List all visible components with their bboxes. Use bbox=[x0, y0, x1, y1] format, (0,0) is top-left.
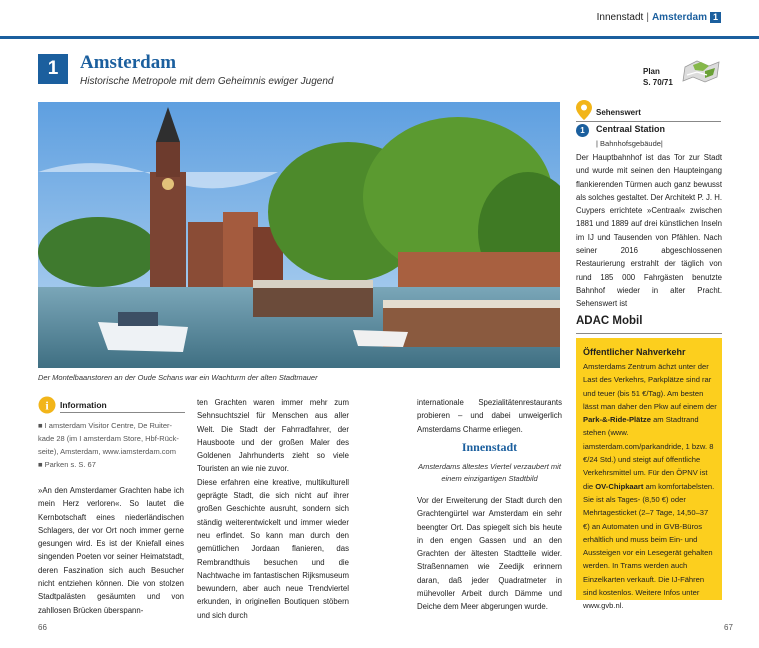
header-rule bbox=[0, 36, 759, 39]
sight-description: Der Hauptbahnhof ist das Tor zur Stadt und wurde mit seinen den Haupteingang flankierenden Türmen auch ganz bewusst als solches gestaltet. Der Architekt P. J. H. Cuypers errichtete »Centraal« zwischen 1881 und 1889 auf drei künstlichen Inseln im IJ und Tausenden von Pfählen. Nach seiner 2016 abgeschlossenen Restaurierung erstrahlt der täglich von rund 185 000 Fahrgästen benutzte Bahnhof wieder in alter Pracht. Sehenswert ist bbox=[576, 153, 722, 309]
adac-box-heading: Öffentlicher Nahverkehr bbox=[583, 347, 686, 357]
plan-label: Plan bbox=[643, 67, 660, 76]
plan-pages: S. 70/71 bbox=[643, 78, 673, 87]
adac-mobil-title: ADAC Mobil bbox=[576, 315, 643, 327]
sight-subtitle: | Bahnhofsgebäude| bbox=[596, 139, 663, 148]
information-heading: Information bbox=[60, 400, 107, 410]
plan-reference[interactable] bbox=[643, 66, 673, 88]
chapter-subtitle: Historische Metropole mit dem Geheimnis ewiger Jugend bbox=[80, 76, 334, 87]
body-paragraph: »An den Amsterdamer Grachten habe ich mein Herz verloren«. So lautet die Kernbotschaft eines niederländischen Schlagers, der vor Ort noch immer gerne gesungen wird. Es ist der Kniefall eines singenden Poeten vor seiner Heimatstadt, deren Faszination sich auch Besucher nicht entziehen können. Die von stolzen Stadtpalästen gesäumten und von zahllosen Brücken überspann- bbox=[38, 486, 184, 615]
page-number-left: 66 bbox=[38, 623, 47, 632]
info-line: seite), Amsterdam, www.iamsterdam.com bbox=[38, 447, 176, 456]
running-head-separator: | bbox=[646, 12, 649, 23]
running-head bbox=[597, 12, 721, 23]
info-icon bbox=[38, 396, 56, 414]
running-head-section: Innenstadt bbox=[596, 12, 644, 23]
adac-box-text bbox=[583, 360, 717, 613]
information-rule bbox=[60, 412, 185, 413]
map-icon bbox=[681, 57, 721, 85]
body-paragraph: Diese erfahren eine kreative, multikulturell geprägte Stadt, die sich nicht auf ihrer großen Geschichte ausruht, sondern sich ständig weiterentwickelt und immer wieder neu erfindet. So kann man durch den gemütlichen Jordaan flanieren, das Rembrandthuis besuchen und die Nachtwache im fantastischen Rijksmuseum bewundern, aber auch neue Trendviertel erkunden, in originellen Boutiquen stöbern und sich durch bbox=[197, 477, 349, 620]
location-pin-icon bbox=[576, 100, 592, 120]
sight-number-badge: 1 bbox=[576, 124, 589, 137]
running-head-number: 1 bbox=[710, 12, 721, 23]
svg-text:i: i bbox=[45, 398, 49, 413]
adac-text-part: Amsterdams Zentrum ächzt unter der Last des Verkehrs, Parkplätze sind rar und teuer (bis 51 €/Tag). Am besten lässt man daher den Pkw auf einem der bbox=[583, 362, 717, 411]
adac-text-part: am komfortabelsten. Sie ist als Tages- (8,50 €) oder Mehrtagesticket (2–7 Tage, 14,50–37 €) an Automaten und in GVB-Büros erhältlich und muss beim Ein- und Aussteigen vor ein Lesegerät gehalten werden. In Trams werden auch Einzelkarten verkauft. Die IJ-Fähren sind kostenlos. Weitere Infos unter www.gvb.nl. bbox=[583, 481, 715, 611]
running-head-title: Amsterdam bbox=[651, 12, 707, 23]
body-column-3 bbox=[417, 396, 562, 436]
adac-rule bbox=[576, 333, 722, 334]
body-paragraph: Vor der Erweiterung der Stadt durch den Grachtengürtel war Amsterdam ein sehr beengter Ort. Das spiegelt sich bis heute in den engen Gassen und an den Grachten der ältesten Stadtteile wider. Straßennamen wie Zeedijk erinnern daran, daß jeder Quadratmeter in mühevoller Arbeit durch Dämme und Deiche dem Meer abgerungen wurde. bbox=[417, 496, 562, 612]
info-line: kade 28 (im I amsterdam Store, Hbf-Rück- bbox=[38, 434, 179, 443]
sight-name: Centraal Station bbox=[596, 124, 666, 134]
body-paragraph: ten Grachten waren immer mehr zum Sehnsuchtsziel für Menschen aus aller Welt. Die Stadt der Fahrradfahrer, der Hausboote und der großen Maler des Goldenen Jahrhunderts zieht so viele Touristen an wie nie zuvor. bbox=[197, 398, 349, 474]
body-column-3-continued bbox=[417, 494, 562, 614]
page-number-right: 67 bbox=[724, 623, 733, 632]
chapter-title: Amsterdam bbox=[80, 52, 177, 73]
sight-heading: Sehenswert bbox=[596, 108, 641, 117]
amsterdam-canal-photo bbox=[38, 102, 560, 368]
sight-rule bbox=[576, 121, 721, 122]
info-line: ■ Parken s. S. 67 bbox=[38, 460, 96, 469]
body-paragraph: internationale Spezialitätenrestaurants probieren – und dabei unweigerlich Amsterdams Charme erliegen. bbox=[417, 398, 562, 434]
adac-highlight-park-ride: Park-&-Ride-Plätze bbox=[583, 415, 651, 425]
photo-caption: Der Montelbaanstoren an der Oude Schans war ein Wachturm der alten Stadtmauer bbox=[38, 373, 318, 382]
adac-highlight-ov-chipkaart: OV-Chipkaart bbox=[595, 481, 644, 491]
section-subheading: Amsterdams ältestes Viertel verzaubert mit einem einzigartigen Stadtbild bbox=[418, 462, 561, 483]
adac-text-part: am Stadtrand stehen (www. iamsterdam.com/parkandride, 1 bzw. 8 €/24 Std.) und steigt auf öffentliche Verkehrsmittel um. Für den ÖPNV ist die bbox=[583, 415, 714, 491]
body-column-2 bbox=[197, 396, 349, 622]
info-line: ■ I amsterdam Visitor Centre, De Ruiter- bbox=[38, 421, 173, 430]
chapter-number-badge: 1 bbox=[38, 54, 68, 84]
section-heading-innenstadt: Innenstadt bbox=[461, 440, 518, 454]
body-column-1 bbox=[38, 484, 184, 617]
